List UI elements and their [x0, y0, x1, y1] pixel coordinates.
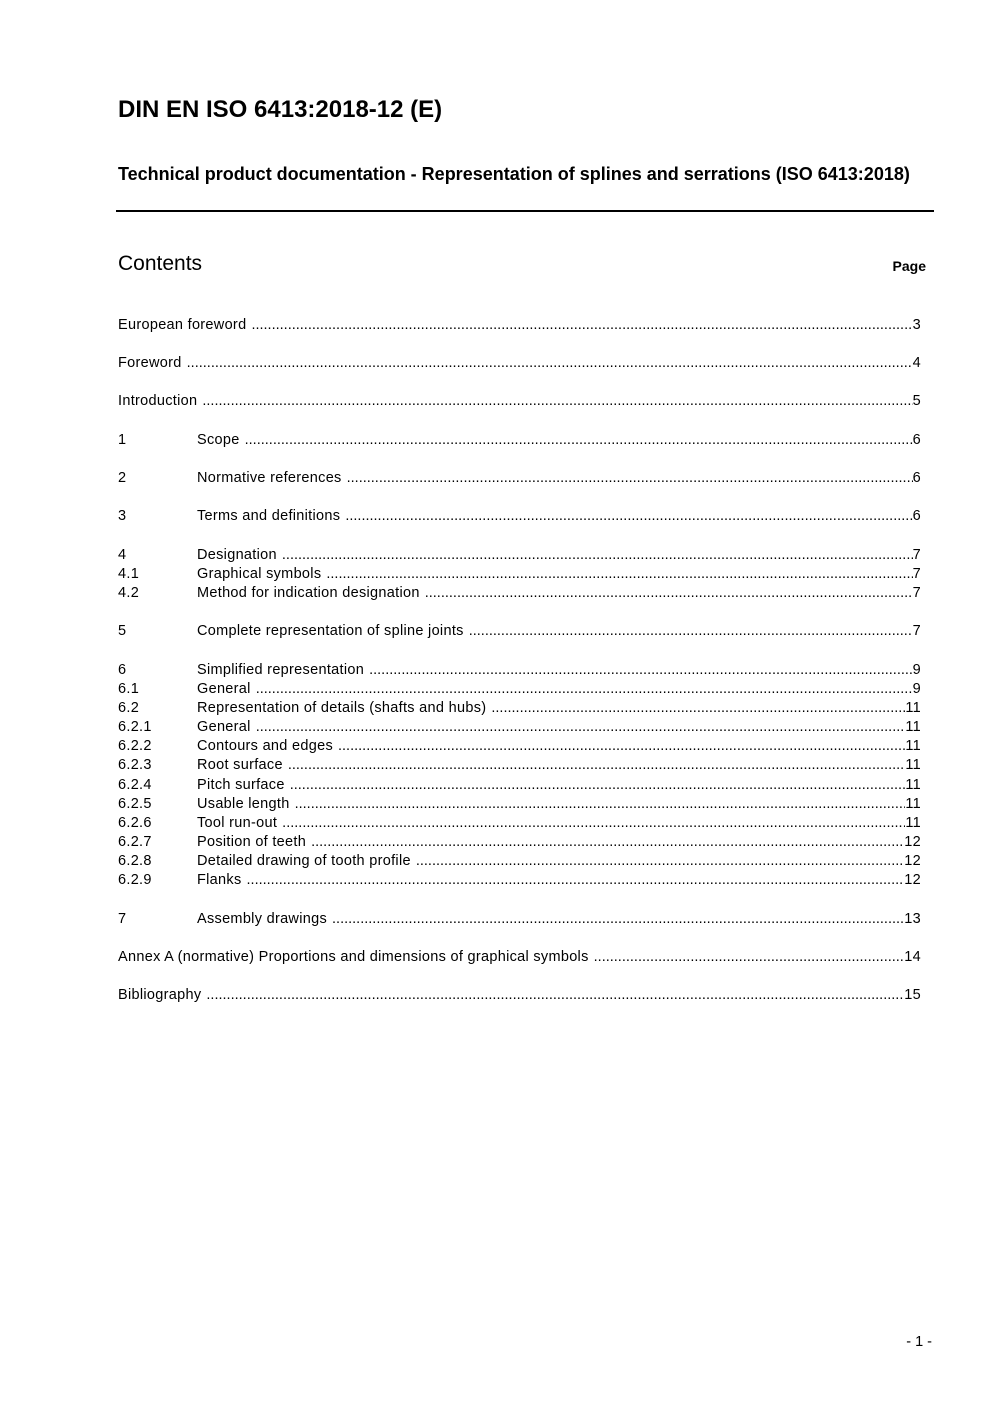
toc-entry-title: Terms and definitions: [197, 508, 341, 524]
toc-entry-page: 3: [912, 317, 921, 333]
toc-entry-number: 6: [118, 662, 127, 678]
toc-entry-title: Designation: [197, 547, 277, 563]
toc-entry-page: 7: [912, 566, 921, 582]
toc-entry-page: 9: [912, 681, 921, 697]
toc-entry[interactable]: [118, 699, 921, 718]
toc-entry[interactable]: [118, 986, 921, 1005]
toc-entry-number: 6.2.8: [118, 853, 152, 869]
toc-leader: [282, 814, 905, 833]
toc-leader: [282, 546, 913, 565]
toc-entry-title: Introduction: [118, 393, 198, 409]
toc-entry-number: 4: [118, 547, 127, 563]
toc-entry-page: 9: [912, 662, 921, 678]
page-number: - 1 -: [906, 1334, 932, 1350]
toc-entry[interactable]: [118, 795, 921, 814]
toc-leader: [245, 431, 913, 450]
toc-entry-page: 7: [912, 585, 921, 601]
toc-entry-page: 11: [905, 815, 921, 831]
toc-entry[interactable]: [118, 392, 921, 411]
title-divider: [116, 210, 934, 212]
toc-entry-number: 7: [118, 911, 127, 927]
toc-entry-number: 6.2.1: [118, 719, 152, 735]
toc-entry-page: 6: [912, 432, 921, 448]
toc-entry-title: European foreword: [118, 317, 247, 333]
toc-entry[interactable]: [118, 354, 921, 373]
toc-entry[interactable]: [118, 776, 921, 795]
toc-entry-title: Bibliography: [118, 987, 202, 1003]
toc-entry-number: 6.2.6: [118, 815, 152, 831]
toc-entry-number: 2: [118, 470, 127, 486]
toc-entry-number: 6.2: [118, 700, 140, 716]
toc-entry[interactable]: [118, 507, 921, 526]
toc-leader: [326, 565, 912, 584]
toc-entry-number: 6.2.5: [118, 796, 152, 812]
toc-entry-number: 6.1: [118, 681, 140, 697]
toc-entry[interactable]: [118, 833, 921, 852]
toc-entry[interactable]: [118, 431, 921, 450]
toc-entry-number: 6.2.4: [118, 777, 152, 793]
toc-entry-title: Normative references: [197, 470, 342, 486]
toc-entry-title: Contours and edges: [197, 738, 333, 754]
toc-entry-number: 3: [118, 508, 127, 524]
toc-leader: [425, 584, 913, 603]
toc-entry[interactable]: [118, 948, 921, 967]
toc-entry-page: 13: [904, 911, 921, 927]
toc-entry-number: 6.2.2: [118, 738, 152, 754]
toc-entry-page: 11: [905, 700, 921, 716]
toc-entry-page: 12: [904, 853, 921, 869]
toc-entry-title: Tool run-out: [197, 815, 278, 831]
toc-entry-page: 11: [905, 757, 921, 773]
toc-entry-title: Root surface: [197, 757, 283, 773]
toc-entry-page: 11: [905, 719, 921, 735]
toc-entry-title: Annex A (normative) Proportions and dimensions of graphical symbols: [118, 949, 589, 965]
toc-entry[interactable]: [118, 718, 921, 737]
toc-entry-title: Foreword: [118, 355, 182, 371]
toc-leader: [202, 392, 912, 411]
toc-leader: [295, 795, 906, 814]
toc-entry-page: 11: [905, 777, 921, 793]
page-column-label: Page: [892, 258, 926, 274]
document-title: Technical product documentation - Representation of splines and serrations (ISO 6413:2018): [118, 164, 910, 184]
toc-entry[interactable]: [118, 622, 921, 641]
toc-entry-page: 14: [904, 949, 921, 965]
toc-entry[interactable]: [118, 316, 921, 335]
toc-leader: [345, 507, 912, 526]
toc-leader: [338, 737, 905, 756]
toc-entry[interactable]: [118, 546, 921, 565]
toc-entry-page: 12: [904, 872, 921, 888]
toc-entry-page: 15: [904, 987, 921, 1003]
toc-entry-title: Representation of details (shafts and hubs): [197, 700, 487, 716]
toc-leader: [251, 316, 912, 335]
toc-entry-page: 7: [912, 547, 921, 563]
toc-entry-number: 5: [118, 623, 127, 639]
toc-leader: [256, 680, 913, 699]
toc-leader: [187, 354, 913, 373]
toc-leader: [290, 776, 906, 795]
toc-entry[interactable]: [118, 814, 921, 833]
toc-entry[interactable]: [118, 661, 921, 680]
toc-entry[interactable]: [118, 565, 921, 584]
toc-entry-page: 4: [912, 355, 921, 371]
contents-heading: Contents: [118, 252, 203, 275]
toc-entry-number: 6.2.3: [118, 757, 152, 773]
toc-leader: [594, 948, 905, 967]
toc-entry-title: Flanks: [197, 872, 242, 888]
toc-entry-title: Usable length: [197, 796, 290, 812]
toc-entry-title: Detailed drawing of tooth profile: [197, 853, 411, 869]
toc-leader: [332, 910, 904, 929]
toc-leader: [491, 699, 905, 718]
toc-entry-page: 6: [912, 470, 921, 486]
toc-leader: [311, 833, 904, 852]
toc-entry-page: 7: [912, 623, 921, 639]
toc-entry-title: Method for indication designation: [197, 585, 420, 601]
toc-leader: [288, 756, 906, 775]
toc-entry-page: 6: [912, 508, 921, 524]
toc-leader: [347, 469, 913, 488]
toc-entry[interactable]: [118, 852, 921, 871]
toc-leader: [416, 852, 904, 871]
toc-entry[interactable]: [118, 737, 921, 756]
toc-entry[interactable]: [118, 756, 921, 775]
toc-entry-number: 1: [118, 432, 127, 448]
toc-entry-title: General: [197, 719, 251, 735]
toc-entry-page: 12: [904, 834, 921, 850]
toc-entry-number: 6.2.7: [118, 834, 152, 850]
toc-entry[interactable]: [118, 680, 921, 699]
toc-entry-title: Position of teeth: [197, 834, 307, 850]
toc-entry-number: 4.1: [118, 566, 140, 582]
toc-entry-title: Pitch surface: [197, 777, 285, 793]
toc-leader: [247, 871, 905, 890]
toc-entry-title: General: [197, 681, 251, 697]
toc-entry-page: 11: [905, 796, 921, 812]
toc-entry-page: 5: [912, 393, 921, 409]
toc-entry-title: Graphical symbols: [197, 566, 322, 582]
toc-entry-number: 6.2.9: [118, 872, 152, 888]
toc-leader: [469, 622, 913, 641]
toc-entry-title: Assembly drawings: [197, 911, 328, 927]
toc-leader: [256, 718, 906, 737]
toc-entry[interactable]: [118, 910, 921, 929]
toc-entry-title: Simplified representation: [197, 662, 365, 678]
toc-entry-page: 11: [905, 738, 921, 754]
document-id: DIN EN ISO 6413:2018-12 (E): [118, 96, 443, 123]
toc-leader: [369, 661, 913, 680]
toc-entry[interactable]: [118, 469, 921, 488]
toc-entry[interactable]: [118, 871, 921, 890]
toc-entry-title: Scope: [197, 432, 240, 448]
toc-entry-number: 4.2: [118, 585, 140, 601]
toc-entry-title: Complete representation of spline joints: [197, 623, 464, 639]
toc-leader: [206, 986, 904, 1005]
toc-entry[interactable]: [118, 584, 921, 603]
